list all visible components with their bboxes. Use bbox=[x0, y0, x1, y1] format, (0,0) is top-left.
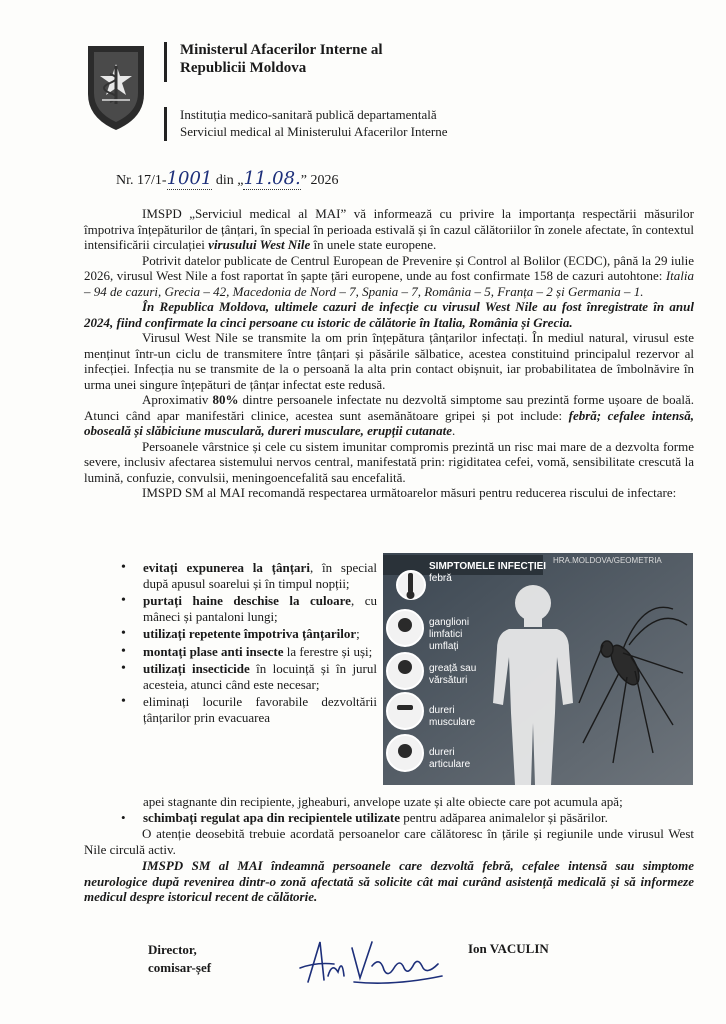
symptom-joint-2: articulare bbox=[429, 759, 471, 770]
institution-name bbox=[180, 106, 448, 140]
p5-emphasis: febră; cefalee intensă, oboseală și slăbiciune musculară, dureri musculare, erupții cutanate bbox=[84, 407, 694, 438]
measure-continuation: apei stagnante din recipiente, jgheaburi, anvelope uzate și alte obiecte care pot acumula apă; bbox=[143, 794, 623, 809]
symptom-lymph-2: limfatici bbox=[429, 629, 463, 640]
symptom-fever: febră bbox=[429, 573, 452, 584]
measure-rest: , în special după apusul soarelui și în timpul nopții; bbox=[143, 560, 377, 591]
measure-bold: schimbați regulat apa din recipientele utilizate bbox=[143, 810, 400, 825]
reference-din: din bbox=[215, 173, 234, 188]
measure-rest: ; bbox=[356, 626, 360, 641]
symptom-joint: dureri bbox=[429, 747, 455, 758]
paragraph-transmission: Virusul West Nile se transmite la om prin înțepătura țânțarilor infectați. În mediul natural, virusul este menținut într-un ciclu de transmitere între țânțari și păsările sălbatice, acestea constituind principalul rezervor al infecției. Infecția nu se transmite de la o persoană la alta prin contact obișnuit, iar probabilitatea de îmbolnăvire în urma unei singure înțepături de țânțar infectat este redusă. bbox=[84, 330, 694, 392]
paragraph-moldova: În Republica Moldova, ultimele cazuri de infecție cu virusul West Nile au fost înregistrate în anul 2024, fiind confirmate la cinci persoane cu istoric de călătorie în Italia, România și Grecia. bbox=[84, 299, 694, 330]
p1-text: IMSPD „Serviciul medical al MAI” vă informează cu privire la importanța respectării măsurilor împotriva înțepăturilor de țânțari, în special în perioada estivală și în cazul călătoriilor în zonele afectate, în contextul intensificării circulației bbox=[84, 206, 694, 252]
paragraph-risk: Persoanele vârstnice și cele cu sistem imunitar compromis prezintă un risc mai mare de a dezvolta forme severe, inclusiv afectarea sistemului nervos central, manifestată prin: rigiditatea cefei, vomă, sensibilitate crescută la lumină, confuzie, convulsii, meningoencefalită sau encefalită. bbox=[84, 438, 694, 485]
ministry-name bbox=[180, 41, 383, 77]
ministry-line-1: Ministerul Afacerilor Interne al bbox=[180, 42, 383, 58]
symptom-muscle: dureri bbox=[429, 705, 455, 716]
letter-body bbox=[84, 206, 694, 501]
signatory-title bbox=[148, 941, 211, 977]
paragraph-symptoms bbox=[84, 392, 694, 439]
institution-line-1: Instituția medico-sanitară publică departamentală bbox=[180, 107, 437, 122]
p1-emphasis: virusului West Nile bbox=[208, 237, 311, 252]
measure-bold: purtați haine deschise la culoare bbox=[143, 593, 351, 608]
list-item bbox=[115, 694, 377, 725]
reference-prefix: Nr. 17/1- bbox=[116, 173, 167, 188]
p2-text: Potrivit datelor publicate de Centrul European de Prevenire și Control al Bolilor (ECDC), până la 29 iulie 2026, virusul West Nile a fost raportat în șapte țări europene, unde au fost confirmate 158 de cazuri autohtone: bbox=[84, 252, 694, 283]
signatory-name: Ion VACULIN bbox=[468, 941, 549, 956]
handwritten-signature bbox=[294, 932, 444, 990]
list-item bbox=[115, 593, 377, 624]
ministry-line-2: Republicii Moldova bbox=[180, 60, 307, 76]
header-bar-bottom bbox=[164, 107, 167, 141]
infographic-source: HRA.MOLDOVA/GEOMETRIA bbox=[553, 556, 662, 565]
symptom-muscle-2: musculare bbox=[429, 717, 476, 728]
list-item bbox=[115, 560, 377, 591]
reference-number: 1001 bbox=[166, 168, 213, 189]
paragraph-intro bbox=[84, 206, 694, 253]
symptom-nausea: greață sau bbox=[429, 663, 477, 674]
institution-line-2: Serviciul medical al Ministerului Afacerilor Interne bbox=[180, 124, 448, 139]
measure-bold: evitați expunerea la țânțari bbox=[143, 560, 310, 575]
bullet-icon: • bbox=[121, 810, 126, 825]
symptom-nausea-2: vărsături bbox=[429, 675, 468, 686]
list-item bbox=[115, 626, 377, 642]
quote-open: „ bbox=[237, 173, 244, 188]
measures-list bbox=[115, 560, 377, 727]
measure-rest: pentru adăparea animalelor și păsărilor. bbox=[399, 810, 608, 825]
p2-emphasis: Italia – 94 de cazuri, Grecia – 42, Macedonia de Nord – 7, Spania – 7, România – 5, Franța – 2 și Germania – 1. bbox=[84, 268, 694, 299]
measure-rest: eliminați locurile favorabile dezvoltării țânțarilor prin evacuarea bbox=[143, 694, 377, 725]
measure-rest: , cu mâneci și pantaloni lungi; bbox=[143, 593, 377, 624]
reference-line bbox=[116, 168, 338, 190]
p5-percent: 80% bbox=[212, 392, 239, 407]
p5-b: dintre persoanele infectate nu dezvoltă simptome sau prezintă forme ușoare de boală. Atunci când apar manifestări clinice, acestea sunt asemănătoare gripei și pot include: bbox=[84, 392, 694, 423]
measure-rest: în locuință și în jurul acesteia, atunci când este necesar; bbox=[143, 661, 378, 692]
list-item bbox=[115, 810, 695, 826]
reference-date: 11.08. bbox=[243, 168, 301, 189]
measure-bold: utilizați insecticide bbox=[143, 661, 250, 676]
p5-a: Aproximativ bbox=[142, 392, 213, 407]
p5-end: . bbox=[452, 423, 456, 438]
measure-bold: utilizați repetente împotriva țânțarilor bbox=[143, 626, 357, 641]
signatory-title-1: Director, bbox=[148, 942, 197, 957]
reference-year: 2026 bbox=[310, 173, 339, 188]
infographic-title: SIMPTOMELE INFECȚIEI bbox=[429, 561, 547, 572]
symptoms-infographic bbox=[383, 553, 693, 785]
list-item bbox=[115, 644, 377, 660]
paragraph-ecdc bbox=[84, 253, 694, 300]
quote-close: ” bbox=[300, 173, 307, 188]
paragraph-appeal: IMSPD SM al MAI îndeamnă persoanele care dezvoltă febră, cefalee intensă sau simptome neurologice după revenirea dintr-o zonă afectată să solicite cât mai curând asistență medicală și să informeze medicul despre istoricul recent de călătorie. bbox=[84, 858, 694, 904]
paragraph-attention: O atenție deosebită trebuie acordată persoanelor care călătoresc în țările și regiunile unde virusul West Nile circulă activ. bbox=[84, 826, 694, 857]
symptom-lymph: ganglioni bbox=[429, 617, 470, 628]
list-item bbox=[115, 661, 377, 692]
symptom-lymph-3: umflați bbox=[429, 641, 459, 652]
ministry-crest-icon bbox=[84, 42, 148, 132]
measure-rest: la ferestre și uși; bbox=[283, 643, 373, 659]
p1-end: în unele state europene. bbox=[310, 237, 437, 252]
measure-text bbox=[115, 810, 695, 826]
signatory-title-2: comisar-șef bbox=[148, 960, 212, 975]
measure-bold: montați plase anti insecte bbox=[143, 643, 284, 659]
header-bar-top bbox=[164, 42, 167, 82]
paragraph-recommendations: IMSPD SM al MAI recomandă respectarea următoarelor măsuri pentru reducerea riscului de infectare: bbox=[142, 485, 677, 500]
